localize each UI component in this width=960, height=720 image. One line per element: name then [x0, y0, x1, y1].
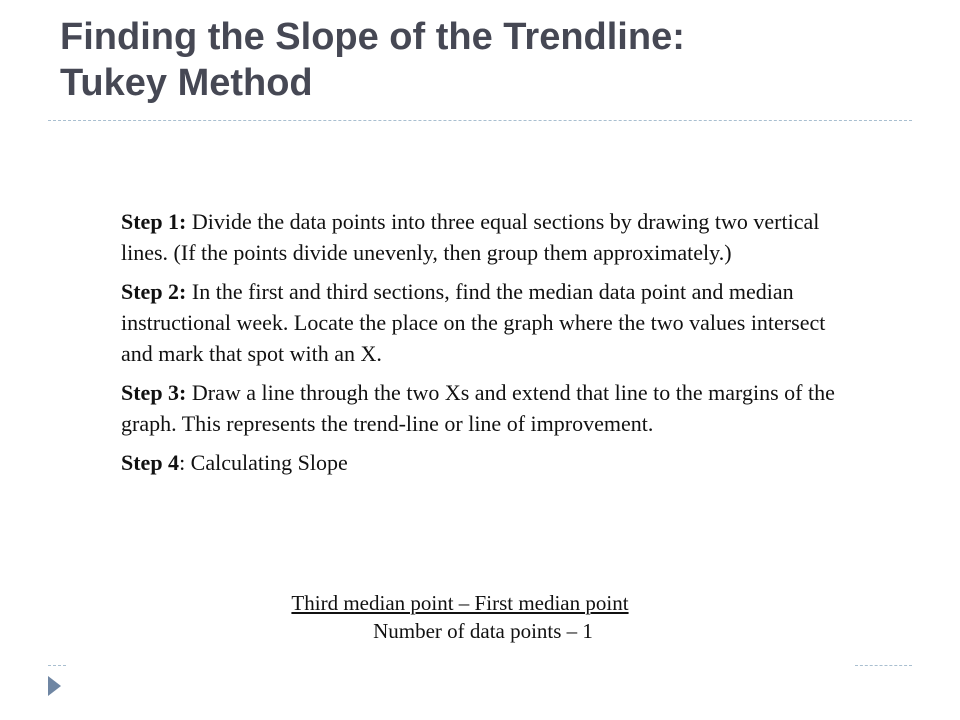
- step-2-text: In the first and third sections, find the median data point and median instructional week. Locate the place on the graph where the two values intersect and mark that spot with an X.: [121, 279, 826, 366]
- step-4: [121, 447, 851, 478]
- step-3-label: Step 3:: [121, 380, 187, 405]
- formula-numerator: Third median point – First median point: [291, 591, 629, 615]
- footer-divider-right: [855, 665, 912, 666]
- step-4-text: : Calculating Slope: [179, 450, 348, 475]
- step-3-text: Draw a line through the two Xs and extend that line to the margins of the graph. This represents the trend-line or line of improvement.: [121, 380, 835, 436]
- slide-title: [60, 14, 920, 106]
- slide-title-line-1: Finding the Slope of the Trendline:: [60, 16, 685, 58]
- slope-formula: [240, 589, 680, 645]
- step-4-label: Step 4: [121, 450, 180, 475]
- step-3: [121, 377, 851, 439]
- step-1-label: Step 1:: [121, 209, 187, 234]
- step-2: [121, 276, 851, 369]
- step-1: [121, 206, 851, 268]
- step-2-label: Step 2:: [121, 279, 187, 304]
- step-1-text: Divide the data points into three equal sections by drawing two vertical lines. (If the points divide unevenly, then group them approximately.): [121, 209, 820, 265]
- title-divider: [48, 120, 912, 121]
- play-triangle-icon: [48, 676, 61, 696]
- footer-divider-left: [48, 665, 66, 666]
- formula-denominator: Number of data points – 1: [373, 619, 593, 643]
- slide-title-line-2: Tukey Method: [60, 62, 313, 104]
- steps-list: [121, 206, 851, 486]
